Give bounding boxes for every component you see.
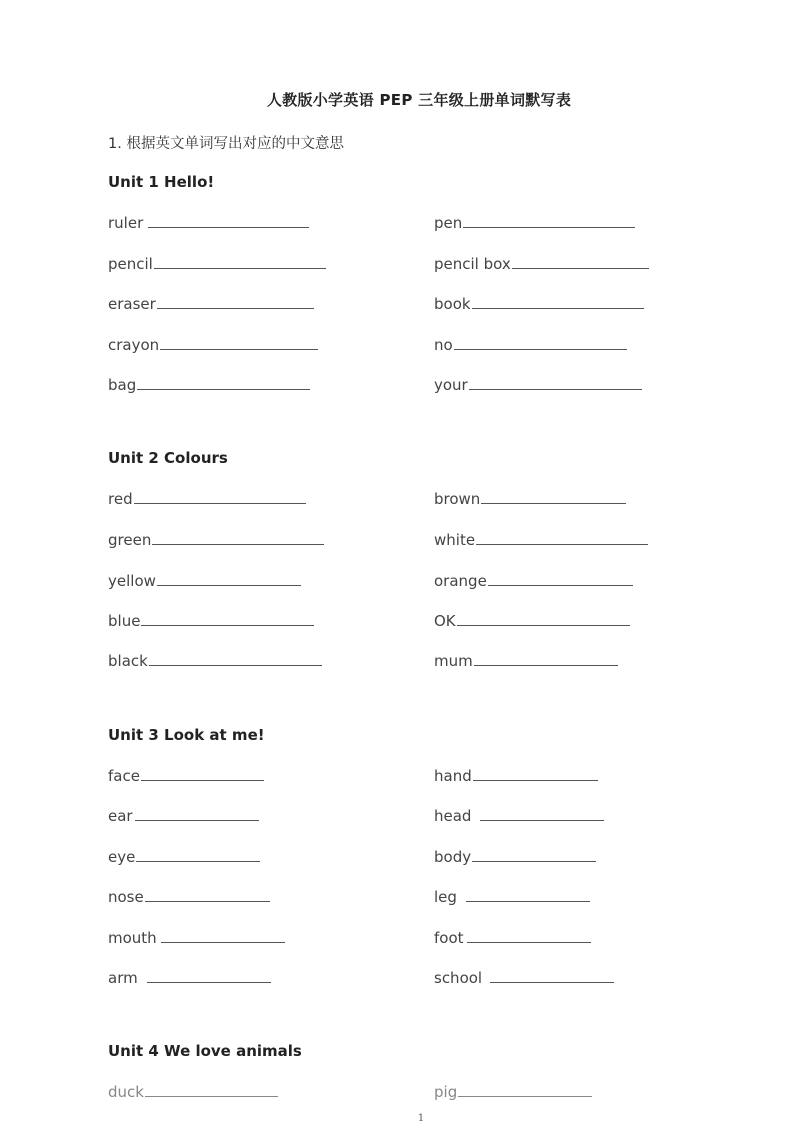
word-item: [434, 928, 591, 948]
word-item: [108, 928, 285, 948]
word-label: school: [434, 969, 483, 987]
answer-blank[interactable]: [473, 766, 598, 781]
word-label: head: [434, 807, 472, 825]
answer-blank[interactable]: [145, 1082, 278, 1097]
word-item: [108, 335, 318, 355]
word-item: [108, 968, 271, 988]
answer-blank[interactable]: [134, 489, 306, 504]
word-item: [434, 571, 633, 591]
answer-blank[interactable]: [488, 571, 633, 586]
word-item: [108, 213, 309, 233]
word-item: [108, 651, 322, 671]
word-label: mouth: [108, 929, 157, 947]
word-label: ruler: [108, 214, 144, 232]
word-label: mum: [434, 652, 473, 670]
answer-blank[interactable]: [157, 571, 301, 586]
word-label: foot: [434, 929, 464, 947]
word-label: orange: [434, 572, 487, 590]
answer-blank[interactable]: [481, 489, 626, 504]
answer-blank[interactable]: [472, 847, 596, 862]
answer-blank[interactable]: [160, 335, 318, 350]
answer-blank[interactable]: [472, 294, 644, 309]
answer-blank[interactable]: [145, 887, 270, 902]
word-item: [108, 375, 310, 395]
word-item: [434, 806, 604, 826]
word-label: ear: [108, 807, 133, 825]
word-item: [108, 254, 326, 274]
answer-blank[interactable]: [454, 335, 627, 350]
word-label: pen: [434, 214, 463, 232]
answer-blank[interactable]: [474, 651, 618, 666]
word-item: [434, 847, 596, 867]
word-label: hand: [434, 767, 472, 785]
word-label: face: [108, 767, 140, 785]
answer-blank[interactable]: [141, 766, 264, 781]
word-label: black: [108, 652, 148, 670]
answer-blank[interactable]: [463, 213, 635, 228]
word-label: eraser: [108, 295, 156, 313]
word-item: [434, 530, 648, 550]
answer-blank[interactable]: [135, 806, 259, 821]
word-item: [434, 887, 590, 907]
answer-blank[interactable]: [458, 1082, 592, 1097]
word-item: [434, 375, 642, 395]
answer-blank[interactable]: [152, 530, 324, 545]
word-item: [108, 766, 264, 786]
word-item: [434, 968, 614, 988]
answer-blank[interactable]: [161, 928, 285, 943]
word-label: body: [434, 848, 472, 866]
answer-blank[interactable]: [476, 530, 648, 545]
word-item: [108, 294, 314, 314]
unit-1-title: Unit 1 Hello!: [108, 173, 215, 191]
page-number: 1: [417, 1113, 425, 1124]
unit-2-title: Unit 2 Colours: [108, 449, 228, 467]
word-item: [434, 651, 618, 671]
answer-blank[interactable]: [466, 887, 590, 902]
word-label: duck: [108, 1083, 144, 1101]
word-label: eye: [108, 848, 136, 866]
answer-blank[interactable]: [154, 254, 326, 269]
word-label: blue: [108, 612, 141, 630]
word-label: pig: [434, 1083, 458, 1101]
word-item: [108, 806, 259, 826]
word-label: red: [108, 490, 133, 508]
word-label: your: [434, 376, 468, 394]
answer-blank[interactable]: [490, 968, 614, 983]
word-item: [108, 887, 270, 907]
answer-blank[interactable]: [157, 294, 314, 309]
instruction-text: 1. 根据英文单词写出对应的中文意思: [108, 136, 344, 152]
word-item: [434, 611, 630, 631]
answer-blank[interactable]: [469, 375, 642, 390]
word-item: [108, 611, 314, 631]
answer-blank[interactable]: [136, 847, 260, 862]
word-item: [108, 847, 260, 867]
worksheet-title: 人教版小学英语 PEP 三年级上册单词默写表: [266, 91, 572, 109]
word-item: [108, 530, 324, 550]
answer-blank[interactable]: [137, 375, 310, 390]
word-label: nose: [108, 888, 144, 906]
answer-blank[interactable]: [147, 968, 271, 983]
word-item: [434, 1082, 592, 1102]
answer-blank[interactable]: [148, 213, 309, 228]
word-item: [434, 489, 626, 509]
word-label: white: [434, 531, 476, 549]
word-label: no: [434, 336, 453, 354]
word-item: [434, 294, 644, 314]
answer-blank[interactable]: [512, 254, 649, 269]
word-item: [434, 254, 649, 274]
word-label: pencil box: [434, 255, 511, 273]
word-label: leg: [434, 888, 457, 906]
answer-blank[interactable]: [480, 806, 604, 821]
word-label: yellow: [108, 572, 156, 590]
word-label: green: [108, 531, 152, 549]
unit-3-title: Unit 3 Look at me!: [108, 726, 265, 744]
word-label: OK: [434, 612, 456, 630]
answer-blank[interactable]: [141, 611, 314, 626]
word-label: book: [434, 295, 471, 313]
word-label: brown: [434, 490, 481, 508]
word-label: pencil: [108, 255, 153, 273]
word-item: [434, 213, 635, 233]
unit-4-title: Unit 4 We love animals: [108, 1042, 302, 1060]
word-label: crayon: [108, 336, 160, 354]
answer-blank[interactable]: [467, 928, 591, 943]
word-item: [108, 571, 301, 591]
answer-blank[interactable]: [149, 651, 322, 666]
answer-blank[interactable]: [457, 611, 630, 626]
word-label: arm: [108, 969, 138, 987]
word-item: [108, 489, 306, 509]
word-item: [108, 1082, 278, 1102]
word-item: [434, 335, 627, 355]
word-item: [434, 766, 598, 786]
word-label: bag: [108, 376, 137, 394]
